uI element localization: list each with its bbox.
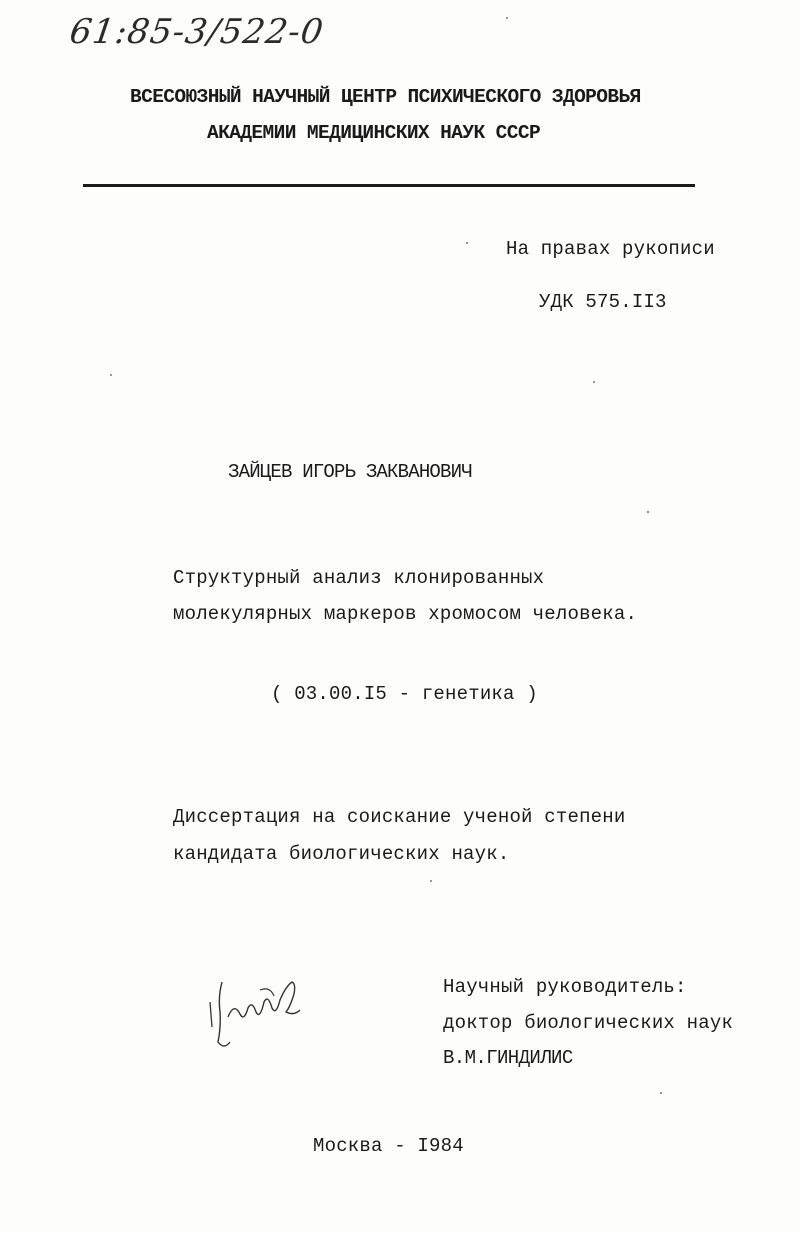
paper-speck xyxy=(660,1092,662,1094)
author-name: ЗАЙЦЕВ ИГОРЬ ЗАКВАНОВИЧ xyxy=(228,461,472,483)
paper-speck xyxy=(647,511,649,513)
institution-line-1: ВСЕСОЮЗНЫЙ НАУЧНЫЙ ЦЕНТР ПСИХИЧЕСКОГО ЗДОРОВЬЯ xyxy=(130,86,641,108)
handwritten-signature xyxy=(200,972,310,1057)
paper-speck xyxy=(506,17,508,19)
rights-note: На правах рукописи xyxy=(506,238,715,260)
dissertation-title-line-2: молекулярных маркеров хромосом человека. xyxy=(173,603,638,625)
specialty-code: ( 03.00.I5 - генетика ) xyxy=(271,683,538,705)
supervisor-name: В.М.ГИНДИЛИС xyxy=(443,1047,573,1069)
udk-code: УДК 575.II3 xyxy=(539,291,667,313)
paper-speck xyxy=(593,381,595,383)
place-and-year: Москва - I984 xyxy=(313,1135,464,1157)
header-divider xyxy=(83,184,695,187)
degree-line-1: Диссертация на соискание ученой степени xyxy=(173,806,626,828)
paper-speck xyxy=(466,242,468,244)
paper-speck xyxy=(430,880,432,882)
institution-line-2: АКАДЕМИИ МЕДИЦИНСКИХ НАУК СССР xyxy=(207,122,541,144)
paper-speck xyxy=(110,374,112,376)
archive-number-handwritten: 61:85-3/522-0 xyxy=(67,12,327,52)
supervisor-title: доктор биологических наук xyxy=(443,1012,734,1034)
dissertation-title-line-1: Структурный анализ клонированных xyxy=(173,567,545,589)
supervisor-label: Научный руководитель: xyxy=(443,976,687,998)
degree-line-2: кандидата биологических наук. xyxy=(173,843,510,865)
